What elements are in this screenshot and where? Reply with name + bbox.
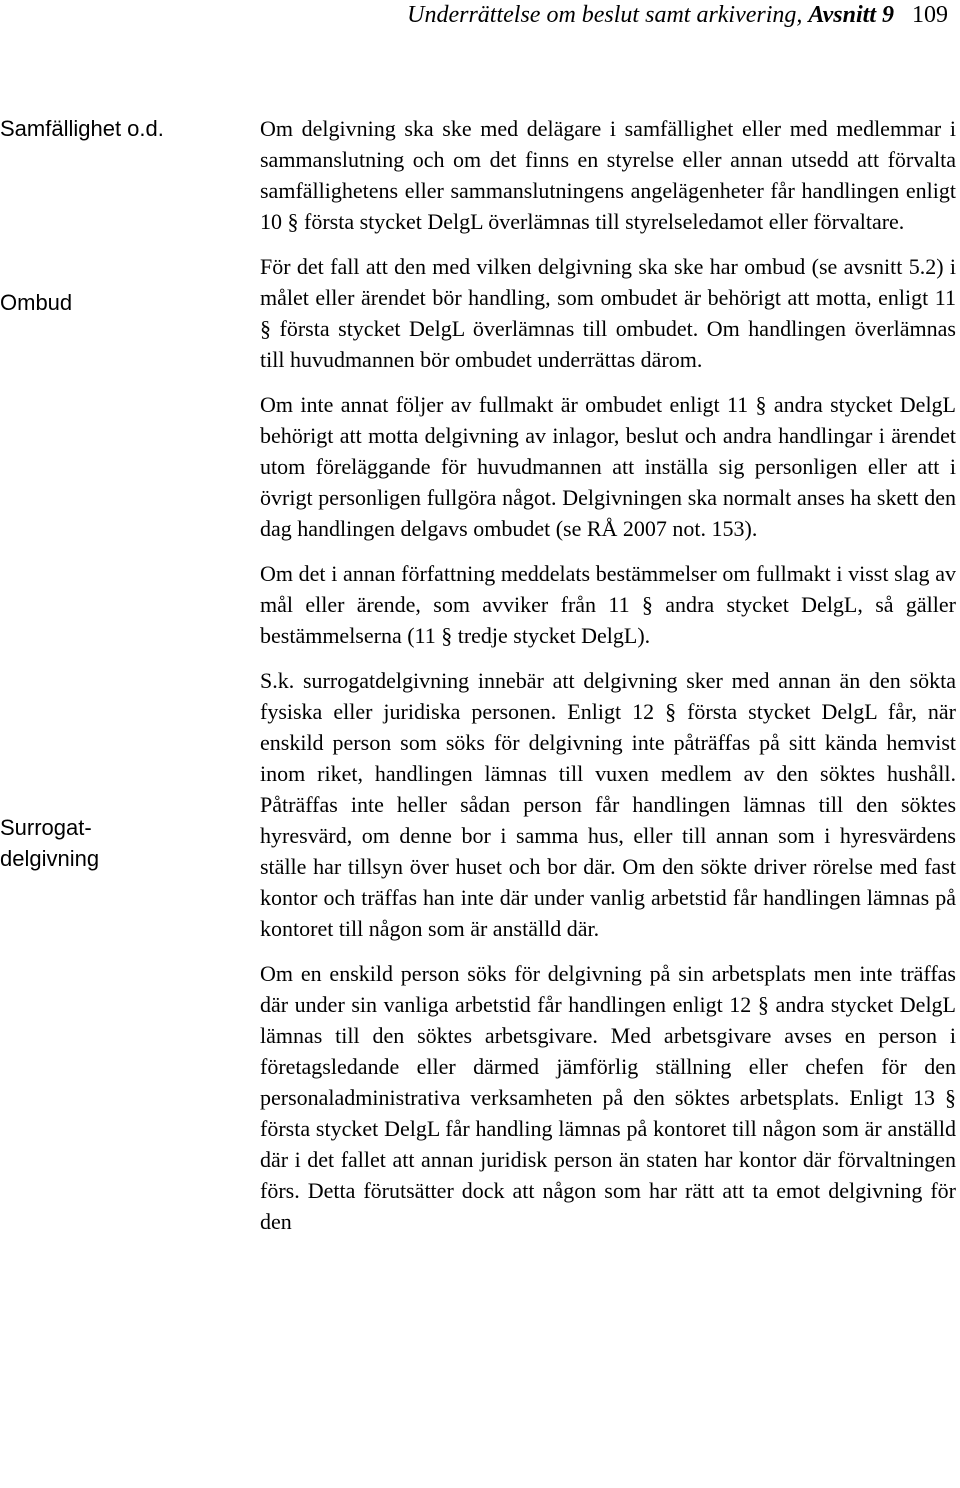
header-title: Underrättelse om beslut samt arkivering,: [407, 2, 809, 28]
header-section: Avsnitt 9: [808, 2, 894, 28]
margin-heading-ombud: Ombud: [0, 290, 73, 315]
page-number: 109: [912, 2, 948, 28]
margin-heading-surrogatdelgivning: [0, 812, 235, 874]
paragraph-samfallighet: Om delgivning ska ske med delägare i samfällighet eller med medlemmar i sammanslutning och om det finns en styrelse eller annan utsedd att förvalta samfällighetens eller sammanslutningens angelägenheter får handlingen enligt 10 § första stycket DelgL överlämnas till styrelseledamot eller förvaltare.: [260, 116, 956, 234]
paragraph-arbetsplats: Om en enskild person söks för delgivning på sin arbetsplats men inte träffas där under sin vanliga arbetstid får handlingen enligt 12 § andra stycket DelgL lämnas till den söktes arbetsgivare. Med arbetsgivare avses en person i företagsledande eller därmed jämförlig ställning eller chefen för den personaladministrativa verksamheten på den söktes arbetsplats. Enligt 13 § första stycket DelgL får handling lämnas på kontoret till någon som är anställd där i det fallet att annan juridisk person än staten har kontor där förvaltningen förs. Detta förutsätter dock att någon som har rätt att ta emot delgivning för den: [260, 961, 956, 1234]
margin-heading-samfallighet: Samfällighet o.d.: [0, 116, 164, 141]
paragraph-surrogatdelgivning: S.k. surrogatdelgivning innebär att delgivning sker med annan än den sökta fysiska eller juridiska personen. Enligt 12 § första stycket DelgL får, när enskild person som söks för delgivning inte påträffas på sitt kända hemvist inom riket, handlingen lämnas till vuxen medlem av den söktes hushåll. Påträffas inte heller sådan person får handlingen lämnas till den söktes hyresvärd, om denne bor i samma hus, eller till annan som i hyresvärdens ställe har tillsyn över huset och bor där. Om den sökte driver rörelse med fast kontor och träffas han inte där under vanlig arbetstid får handlingen lämnas på kontoret till någon som är anställd där.: [260, 668, 956, 941]
paragraph-ombud: För det fall att den med vilken delgivning ska ske har ombud (se avsnitt 5.2) i målet eller ärendet bör handling, som ombudet är behörigt att motta, enligt 11 § första stycket DelgL överlämnas till ombudet. Om handlingen överlämnas till huvudmannen bör ombudet underrättas därom.: [260, 254, 956, 372]
body-column: [260, 113, 956, 1251]
margin-heading-line: delgivning: [0, 846, 100, 871]
paragraph-fullmakt: Om inte annat följer av fullmakt är ombudet enligt 11 § andra stycket DelgL behörigt att motta delgivning av inlagor, beslut och andra handlingar i ärendet utom föreläggande för huvudmannen att inställa sig personligen eller att i övrigt personligen fullgöra något. Delgivningen ska normalt anses ha skett den dag handlingen delgavs ombudet (se RÅ 2007 not. 153).: [260, 392, 956, 541]
margin-heading-line: Surrogat-: [0, 815, 92, 840]
paragraph-annan-forfattning: Om det i annan författning meddelats bestämmelser om fullmakt i visst slag av mål eller ärende, som avviker från 11 § andra stycket DelgL, så gäller bestämmelserna (11 § tredje stycket DelgL).: [260, 561, 956, 648]
running-header: [407, 0, 948, 30]
